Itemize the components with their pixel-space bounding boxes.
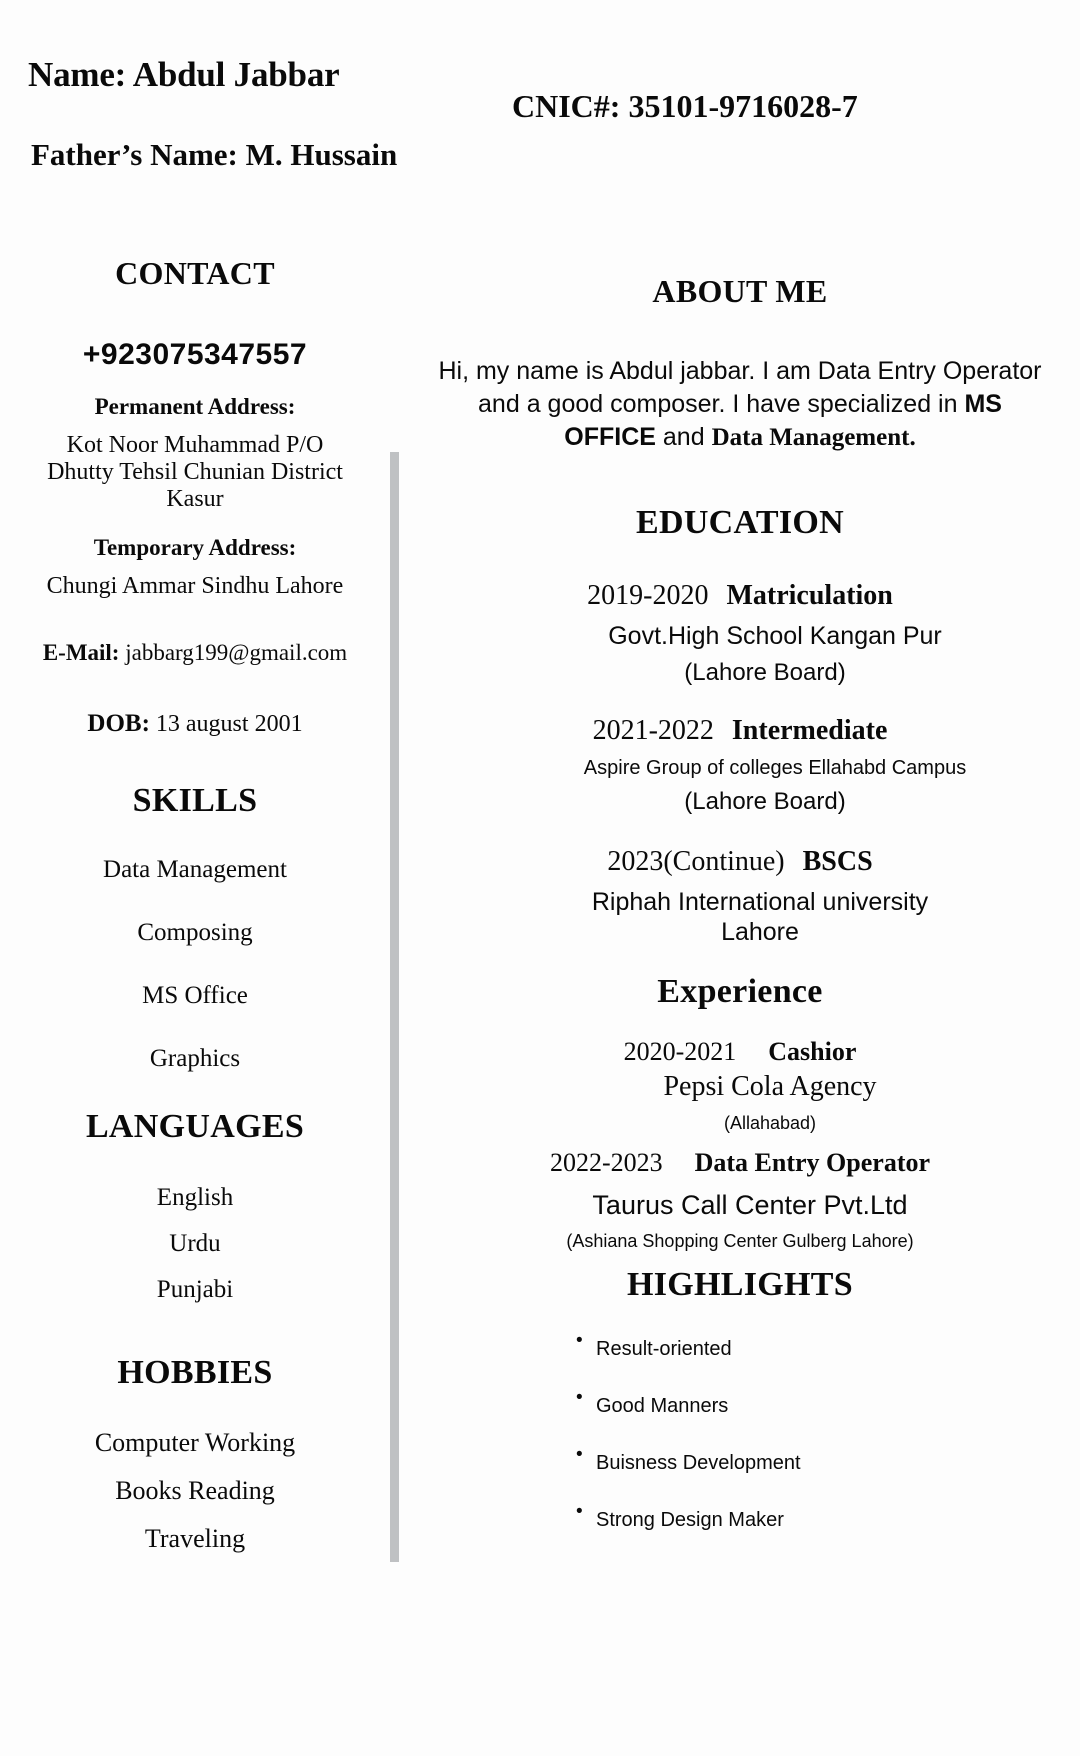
experience-location: (Allahabad) bbox=[723, 1113, 817, 1133]
education-school: Aspire Group of colleges Ellahabd Campus bbox=[583, 757, 967, 779]
language-item: English bbox=[156, 1183, 234, 1211]
highlights-section-title: HIGHLIGHTS bbox=[627, 1266, 853, 1303]
contact-section-title: CONTACT bbox=[115, 255, 275, 291]
dob-value: 13 august 2001 bbox=[155, 710, 303, 737]
highlight-label: Good Manners bbox=[596, 1395, 729, 1417]
experience-years: 2022-2023 bbox=[549, 1148, 663, 1177]
highlight-label: Result-oriented bbox=[596, 1338, 732, 1360]
highlight-item bbox=[576, 1387, 996, 1418]
education-degree: Matriculation bbox=[726, 580, 893, 611]
bullet-icon: • bbox=[576, 1501, 583, 1522]
temporary-address-value: Chungi Ammar Sindhu Lahore bbox=[46, 572, 344, 599]
highlight-label: Buisness Development bbox=[596, 1452, 801, 1474]
languages-section-title: LANGUAGES bbox=[85, 1107, 305, 1145]
email-label: E-Mail: bbox=[42, 639, 120, 665]
experience-entry-head bbox=[400, 1037, 1080, 1067]
about-text-bold-ms-office: MS OFFICE bbox=[564, 390, 1002, 451]
experience-entry bbox=[400, 1148, 1080, 1252]
about-text-part2: and bbox=[655, 423, 712, 451]
education-entry-head bbox=[400, 715, 1080, 747]
highlights-list bbox=[484, 1330, 996, 1532]
language-item: Punjabi bbox=[156, 1275, 234, 1303]
about-section-text bbox=[430, 355, 1050, 454]
highlight-label: Strong Design Maker bbox=[596, 1509, 784, 1531]
permanent-address-label: Permanent Address: bbox=[94, 394, 296, 419]
experience-role: Data Entry Operator bbox=[694, 1148, 931, 1177]
skill-item: Graphics bbox=[149, 1044, 241, 1072]
education-entry-head bbox=[400, 846, 1080, 878]
education-entry bbox=[400, 846, 1080, 947]
experience-entry bbox=[400, 1037, 1080, 1134]
highlight-item bbox=[576, 1501, 996, 1532]
about-section-title: ABOUT ME bbox=[652, 273, 828, 309]
resume-header bbox=[0, 0, 1080, 215]
experience-organization: Taurus Call Center Pvt.Ltd bbox=[592, 1190, 908, 1220]
left-column bbox=[0, 255, 390, 1572]
experience-organization: Pepsi Cola Agency bbox=[663, 1071, 877, 1102]
hobby-item: Traveling bbox=[144, 1523, 246, 1553]
education-years: 2023(Continue) bbox=[607, 846, 785, 877]
skill-item: MS Office bbox=[142, 981, 248, 1009]
skill-item: Data Management bbox=[103, 855, 287, 883]
bullet-icon: • bbox=[576, 1330, 583, 1351]
skill-item: Composing bbox=[137, 918, 253, 946]
hobbies-section-title: HOBBIES bbox=[117, 1353, 273, 1391]
email-row bbox=[0, 640, 390, 666]
education-board: (Lahore Board) bbox=[684, 788, 846, 815]
education-school: Riphah International university Lahore bbox=[591, 888, 929, 946]
experience-entry-head bbox=[400, 1148, 1080, 1178]
father-name: Father’s Name: M. Hussain bbox=[31, 137, 398, 172]
education-degree: BSCS bbox=[802, 846, 873, 877]
education-entry bbox=[400, 715, 1080, 816]
skills-section-title: SKILLS bbox=[132, 781, 258, 819]
highlight-item bbox=[576, 1444, 996, 1475]
highlight-item bbox=[576, 1330, 996, 1361]
candidate-name: Name: Abdul Jabbar bbox=[28, 55, 340, 94]
column-divider bbox=[390, 452, 399, 1562]
education-degree: Intermediate bbox=[731, 715, 888, 746]
education-entry bbox=[400, 580, 1080, 687]
education-school: Govt.High School Kangan Pur bbox=[608, 622, 942, 650]
hobby-item: Computer Working bbox=[94, 1427, 296, 1457]
email-value: jabbarg199@gmail.com bbox=[125, 639, 348, 665]
cnic-number: CNIC#: 35101-9716028-7 bbox=[512, 88, 858, 124]
dob-row bbox=[0, 710, 390, 738]
education-board: (Lahore Board) bbox=[684, 659, 846, 686]
phone-number: +923075347557 bbox=[82, 338, 308, 371]
right-column bbox=[400, 255, 1080, 1566]
education-years: 2019-2020 bbox=[587, 580, 709, 611]
education-years: 2021-2022 bbox=[592, 715, 714, 746]
education-entry-head bbox=[400, 580, 1080, 612]
education-section-title: EDUCATION bbox=[636, 504, 844, 541]
temporary-address-label: Temporary Address: bbox=[93, 534, 297, 560]
experience-role: Cashior bbox=[768, 1037, 857, 1066]
hobby-item: Books Reading bbox=[115, 1475, 275, 1505]
experience-years: 2020-2021 bbox=[623, 1037, 737, 1066]
experience-section-title: Experience bbox=[657, 973, 823, 1010]
dob-label: DOB: bbox=[87, 709, 150, 737]
bullet-icon: • bbox=[576, 1387, 583, 1408]
about-text-part1: Hi, my name is Abdul jabbar. I am Data Entry Operator and a good composer. I have specialized in bbox=[438, 357, 1042, 418]
permanent-address-value: Kot Noor Muhammad P/O Dhutty Tehsil Chunian District Kasur bbox=[47, 432, 343, 512]
language-item: Urdu bbox=[169, 1229, 221, 1257]
experience-location: (Ashiana Shopping Center Gulberg Lahore) bbox=[566, 1231, 914, 1251]
bullet-icon: • bbox=[576, 1444, 583, 1465]
about-text-bold-data-management: Data Management. bbox=[711, 424, 916, 451]
